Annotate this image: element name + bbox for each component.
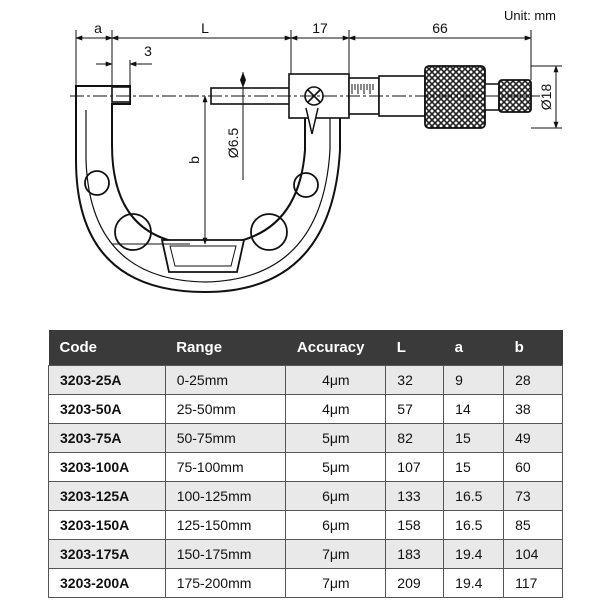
- table-row: [49, 511, 563, 540]
- table-row: [49, 569, 563, 598]
- cell-range: 175-200mm: [165, 569, 286, 598]
- dim-66-label: 66: [432, 20, 448, 36]
- dim-b-label: b: [186, 156, 202, 164]
- header-code: Code: [49, 330, 166, 366]
- cell-L: 57: [386, 395, 444, 424]
- cell-b: 28: [504, 366, 563, 395]
- header-a: a: [444, 330, 504, 366]
- table-row: [49, 424, 563, 453]
- name-plate: [162, 240, 244, 272]
- cell-accuracy: 6μm: [286, 482, 386, 511]
- cell-code: 3203-75A: [49, 424, 166, 453]
- cell-range: 100-125mm: [165, 482, 286, 511]
- table-row: [49, 395, 563, 424]
- cell-code: 3203-100A: [49, 453, 166, 482]
- cell-code: 3203-125A: [49, 482, 166, 511]
- cell-L: 82: [386, 424, 444, 453]
- cell-a: 19.4: [444, 540, 504, 569]
- cell-L: 158: [386, 511, 444, 540]
- cell-code: 3203-50A: [49, 395, 166, 424]
- anvil: [112, 87, 130, 102]
- cell-accuracy: 7μm: [286, 569, 386, 598]
- cell-a: 14: [444, 395, 504, 424]
- cell-range: 50-75mm: [165, 424, 286, 453]
- header-b: b: [504, 330, 563, 366]
- spec-table: [48, 330, 563, 598]
- table-row: [49, 366, 563, 395]
- table-header-row: [49, 330, 563, 366]
- knurled-grip: [425, 66, 485, 128]
- cell-L: 107: [386, 453, 444, 482]
- cell-accuracy: 5μm: [286, 424, 386, 453]
- table-row: [49, 540, 563, 569]
- cell-accuracy: 7μm: [286, 540, 386, 569]
- cell-a: 19.4: [444, 569, 504, 598]
- header-range: Range: [165, 330, 286, 366]
- cell-code: 3203-200A: [49, 569, 166, 598]
- cell-range: 150-175mm: [165, 540, 286, 569]
- header-accuracy: Accuracy: [286, 330, 386, 366]
- cell-a: 15: [444, 453, 504, 482]
- dim-d65-label: Ø6.5: [225, 127, 241, 159]
- unit-label: Unit: mm: [504, 8, 556, 23]
- cell-code: 3203-25A: [49, 366, 166, 395]
- cell-range: 0-25mm: [165, 366, 286, 395]
- dim-a-label: a: [94, 20, 102, 36]
- cell-accuracy: 6μm: [286, 511, 386, 540]
- cell-code: 3203-175A: [49, 540, 166, 569]
- cell-b: 117: [504, 569, 563, 598]
- cell-L: 133: [386, 482, 444, 511]
- cell-L: 32: [386, 366, 444, 395]
- dim-3-label: 3: [144, 43, 152, 59]
- cell-range: 125-150mm: [165, 511, 286, 540]
- dim-d18-label: Ø18: [538, 83, 554, 111]
- cell-b: 85: [504, 511, 563, 540]
- cell-code: 3203-150A: [49, 511, 166, 540]
- table-row: [49, 453, 563, 482]
- header-L: L: [386, 330, 444, 366]
- cell-accuracy: 4μm: [286, 366, 386, 395]
- cell-a: 15: [444, 424, 504, 453]
- cell-b: 49: [504, 424, 563, 453]
- cell-L: 209: [386, 569, 444, 598]
- cell-range: 25-50mm: [165, 395, 286, 424]
- cell-accuracy: 5μm: [286, 453, 386, 482]
- cell-a: 16.5: [444, 482, 504, 511]
- cell-a: 9: [444, 366, 504, 395]
- cell-b: 104: [504, 540, 563, 569]
- cell-b: 73: [504, 482, 563, 511]
- cell-accuracy: 4μm: [286, 395, 386, 424]
- table-row: [49, 482, 563, 511]
- cell-a: 16.5: [444, 511, 504, 540]
- cell-b: 38: [504, 395, 563, 424]
- cell-range: 75-100mm: [165, 453, 286, 482]
- dim-L-label: L: [201, 20, 209, 36]
- cell-L: 183: [386, 540, 444, 569]
- cell-b: 60: [504, 453, 563, 482]
- dim-17-label: 17: [312, 20, 328, 36]
